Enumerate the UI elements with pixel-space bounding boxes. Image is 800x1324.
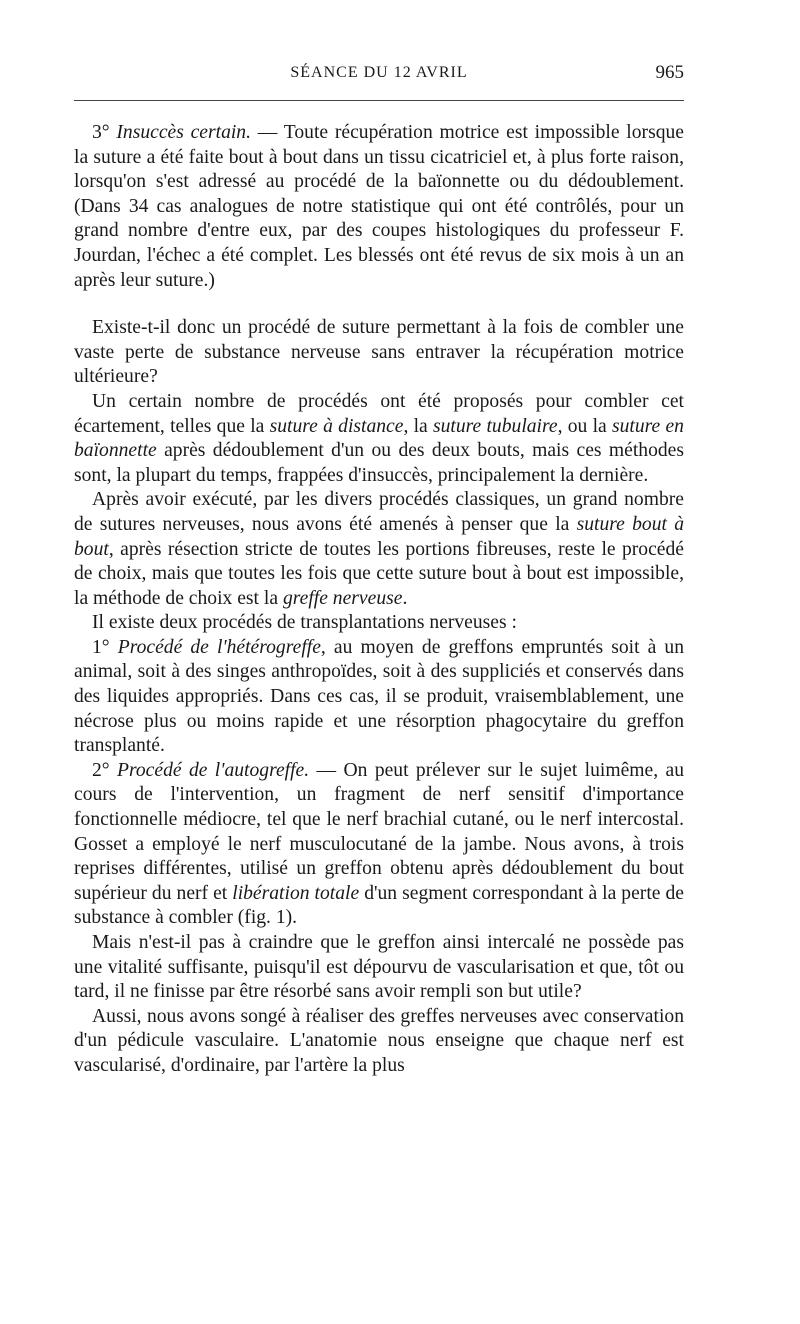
page-header: [74, 62, 684, 88]
italic-term: greffe nerveuse: [282, 587, 403, 609]
paragraph-vascular-pedicle: [74, 1005, 684, 1079]
page-number: 965: [655, 62, 684, 83]
header-rule: [74, 100, 684, 101]
italic-heading: Procédé de l'autogreffe.: [117, 759, 310, 781]
paragraph-insucces-certain: [74, 121, 684, 293]
italic-term: suture à distance: [269, 415, 404, 437]
enumeration-number: 3°: [92, 122, 117, 143]
italic-term: libération totale: [232, 882, 360, 904]
italic-heading: Insuccès certain.: [116, 122, 252, 143]
paragraph-text: d'un segment correspondant à la perte de substance à combler (fig. 1).: [74, 882, 684, 929]
paragraph-two-procedures: [74, 611, 684, 636]
paragraph-text: , la: [403, 415, 433, 437]
paragraph-text: , au moyen de greffons empruntés soit à un animal, soit à des singes anthropoïdes, soit à des suppliciés et conservés dans des liquides appropriés. Dans ces cas, il se produit, vraisemblablement, une nécrose plus ou moins rapide et une résorption phagocytaire du greffon transplanté.: [74, 636, 685, 757]
italic-term: suture bout à bout: [74, 513, 685, 560]
paragraph-text: Aussi, nous avons songé à réaliser des greffes nerveuses avec conservation d'un pédicule vasculaire. L'anatomie nous enseigne que chaque nerf est vascularisé, d'ordinaire, par l'artère la plus: [74, 1005, 684, 1076]
italic-heading: Procédé de l'hétérogreffe: [117, 636, 321, 658]
paragraph-text: Existe-t-il donc un procédé de suture permettant à la fois de combler une vaste perte de substance nerveuse sans entraver la récupération motrice ultérieure?: [74, 317, 684, 388]
paragraph-text: .: [402, 587, 408, 609]
paragraph-text: — On peut prélever sur le sujet luimême, au cours de l'intervention, un fragment de nerf sensitif d'importance fonctionnelle médiocre, tel que le nerf brachial cutané, ou le nerf intercostal. Gosset a employé le nerf musculocutané de la jambe. Nous avons, à trois reprises différentes, utilisé un greffon obtenu après dédoublement du bout supérieur du nerf et: [74, 759, 685, 904]
paragraph-text: après dédoublement d'un ou des deux bouts, mais ces méthodes sont, la plupart du temps, frappées d'insuccès, principalement la dernière.: [74, 440, 684, 486]
paragraph-procedures: [74, 390, 684, 488]
paragraph-text: Après avoir exécuté, par les divers procédés classiques, un grand nombre de sutures nerveuses, nous avons été amenés à penser que la: [74, 489, 684, 535]
paragraph-text: — Toute récupération motrice est impossible lorsque la suture a été faite bout à bout dans un tissu cicatriciel et, à plus forte raison, lorsqu'on s'est adressé au procédé de la baïonnette ou du dédoublement. (Dans 34 cas analogues de notre statistique qui ont été contrôlés, pour un grand nombre d'entre eux, par des coupes histologiques du professeur F. Jourdan, l'échec a été complet. Les blessés ont été revus de six mois à un an après leur suture.): [74, 122, 684, 291]
paragraph-text: , ou la: [557, 415, 612, 437]
enumeration-number: 2°: [92, 759, 118, 781]
enumeration-number: 1°: [92, 636, 118, 658]
paragraph-choice-method: [74, 488, 684, 611]
running-title: SÉANCE DU 12 AVRIL: [290, 64, 468, 81]
italic-term: suture tubulaire: [432, 415, 558, 437]
paragraph-text: , après résection stricte de toutes les portions fibreuses, reste le procédé de choix, mais que toutes les fois que cette suture bout à bout est impossible, la méthode de choix est la: [74, 538, 684, 609]
paragraph-heterogreffe: [74, 636, 684, 759]
paragraph-question: [74, 316, 684, 390]
paragraph-text: Un certain nombre de procédés ont été proposés pour combler cet écartement, telles que la: [74, 390, 684, 437]
body-text: [74, 121, 684, 1079]
paragraph-text: Il existe deux procédés de transplantations nerveuses :: [92, 612, 517, 634]
italic-term: suture en baïonnette: [74, 415, 684, 462]
paragraph-vitality: [74, 931, 684, 1005]
paragraph-autogreffe: [74, 759, 684, 931]
paragraph-text: Mais n'est-il pas à craindre que le greffon ainsi intercalé ne possède pas une vitalité suffisante, puisqu'il est dépourvu de vascularisation et que, tôt ou tard, il ne finisse par être résorbé sans avoir rempli son but utile?: [74, 932, 684, 1003]
